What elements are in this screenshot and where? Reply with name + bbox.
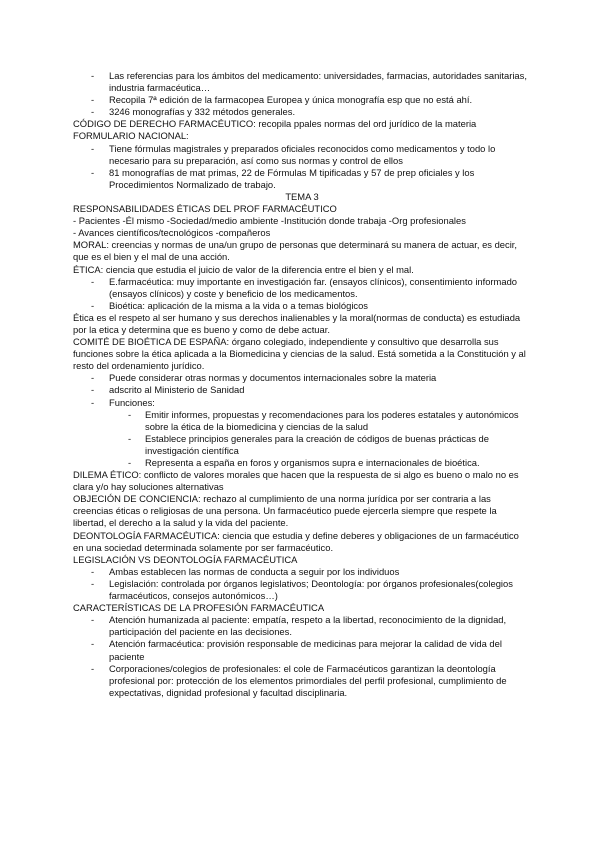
bullet-dash: -	[91, 565, 95, 577]
paragraph: DEONTOLOGÍA FARMACÉUTICA: ciencia que estudia y define deberes y obligaciones de un farmacéutico en una sociedad determinada solamente por ser farmacéutico.	[73, 529, 519, 553]
bullet-item	[73, 638, 531, 662]
bullet-dash: -	[91, 662, 95, 674]
bullet-item	[73, 70, 531, 94]
bullet-item	[73, 372, 531, 384]
paragraph: FORMULARIO NACIONAL:	[73, 130, 189, 142]
paragraph: ÉTICA: ciencia que estudia el juicio de valor de la diferencia entre el bien y el mal.	[73, 263, 414, 275]
bullet-text: adscrito al Ministerio de Sanidad	[109, 384, 245, 396]
bullet-text: 81 monografías de mat primas, 22 de Fórmulas M tipificadas y 57 de prep oficiales y los Procedimientos Normalizado de trabajo.	[109, 166, 475, 190]
paragraph: Ética es el respeto al ser humano y sus derechos inalienables y la moral(normas de conducta) es estudiada por la etica y determina que es bueno y como de debe actuar.	[73, 311, 521, 335]
bullet-dash: -	[91, 396, 95, 408]
bullet-dash: -	[91, 275, 95, 287]
bullet-dash: -	[91, 106, 95, 118]
bullet-item	[73, 167, 531, 191]
bullet-text: Las referencias para los ámbitos del medicamento: universidades, farmacias, autoridades sanitarias, industria farmacéutica…	[109, 70, 527, 94]
bullet-text: Establece principios generales para la creación de códigos de buenas prácticas de investigación científica	[145, 432, 489, 456]
bullet-text: Puede considerar otras normas y documentos internacionales sobre la materia	[109, 372, 437, 384]
bullet-dash: -	[91, 142, 95, 154]
bullet-text: Legislación: controlada por órganos legislativos; Deontología: por órganos profesionales(colegios farmacéuticos, consejos autonómicos…)	[109, 577, 513, 602]
bullet-dash: -	[128, 432, 132, 444]
bullet-dash: -	[91, 372, 95, 384]
bullet-text: Atención humanizada al paciente: empatía, respeto a la libertad, reconocimiento de la dignidad, participación del paciente en las decisiones.	[109, 614, 507, 638]
bullet-text: Funciones:	[109, 396, 155, 408]
paragraph: LEGISLACIÓN VS DEONTOLOGÍA FARMACÉUTICA	[73, 553, 298, 565]
bullet-text: Tiene fórmulas magistrales y preparados oficiales reconocidos como medicamentos y todo lo necesario para su preparación, así como sus normas y control de ellos	[109, 142, 496, 166]
bullet-item	[73, 143, 531, 167]
bullet-item	[73, 614, 531, 638]
paragraph: OBJECIÓN DE CONCIENCIA: rechazo al cumplimiento de una norma jurídica por ser contraria a las creencias éticas o religiosas de una persona. Un farmacéutico puede ejercerla siempre que respete la libertad, el derecho a la salud y la vida del paciente.	[73, 493, 497, 529]
paragraph: CARACTERÍSTICAS DE LA PROFESIÓN FARMACÉUTICA	[73, 602, 325, 614]
sub-bullet-item	[73, 433, 531, 457]
bullet-text: E.farmacéutica: muy importante en investigación far. (ensayos clínicos), consentimiento informado (ensayos clínicos) y coste y beneficio de los medicamentos.	[109, 275, 518, 299]
bullet-item	[73, 566, 531, 578]
bullet-text: Bioética: aplicación de la misma a la vida o a temas biológicos	[109, 299, 368, 311]
bullet-text: Corporaciones/colegios de profesionales: el cole de Farmacéuticos garantizan la deontología profesional por: protección de los elementos primordiales del perfil profesional, cumplimiento de expectativas, dignidad profesional y facultad disciplinaria.	[109, 662, 507, 698]
bullet-item	[73, 578, 531, 602]
paragraph: DILEMA ÉTICO: conflicto de valores morales que hacen que la respuesta de si algo es bueno o malo no es clara y/o hay soluciones alternativas	[73, 469, 519, 493]
sub-bullet-item	[73, 409, 531, 433]
bullet-text: Recopila 7ª edición de la farmacopea Europea y única monografía esp que no está ahí.	[109, 94, 473, 106]
sub-bullet-item	[73, 457, 531, 469]
bullet-text: Representa a españa en foros y organismos supra e internacionales de bioética.	[145, 457, 480, 468]
bullet-dash: -	[91, 299, 95, 311]
bullet-item	[73, 300, 531, 312]
section-heading: TEMA 3	[285, 190, 319, 202]
bullet-dash: -	[91, 94, 95, 106]
bullet-dash: -	[91, 638, 95, 650]
bullet-dash: -	[91, 70, 95, 81]
bullet-dash: -	[91, 166, 95, 178]
bullet-item	[73, 397, 531, 409]
bullet-text: Atención farmacéutica: provisión responsable de medicinas para mejorar la calidad de vida del paciente	[109, 638, 502, 662]
document-page	[73, 70, 531, 699]
bullet-text: Emitir informes, propuestas y recomendaciones para los poderes estatales y autonómicos sobre la ética de la biomedicina y ciencias de la salud	[145, 408, 519, 432]
bullet-dash: -	[128, 408, 132, 420]
bullet-text: 3246 monografías y 332 métodos generales.	[109, 106, 296, 118]
bullet-item	[73, 384, 531, 396]
bullet-dash: -	[91, 577, 95, 589]
paragraph: - Pacientes -Él mismo -Sociedad/medio ambiente -Institución donde trabaja -Org profesionales	[73, 215, 466, 227]
paragraph: - Avances científicos/tecnológicos -compañeros	[73, 227, 271, 239]
bullet-item	[73, 106, 531, 118]
bullet-item	[73, 663, 531, 699]
paragraph: MORAL: creencias y normas de una/un grupo de personas que determinará su manera de actuar, es decir, que es el bien y el mal de una acción.	[73, 239, 517, 263]
bullet-item	[73, 94, 531, 106]
bullet-dash: -	[128, 457, 132, 468]
paragraph: CÓDIGO DE DERECHO FARMACÉUTICO: recopila ppales normas del ord jurídico de la materia	[73, 118, 477, 130]
bullet-dash: -	[91, 384, 95, 396]
bullet-item	[73, 276, 531, 300]
paragraph: COMITÉ DE BIOÉTICA DE ESPAÑA: órgano colegiado, independiente y consultivo que desarrolla sus funciones sobre la ética aplicada a la Biomedicina y ciencias de la salud. Está sometida a la Constitución y al resto del ordenamiento jurídico.	[73, 336, 526, 372]
paragraph: RESPONSABILIDADES ÉTICAS DEL PROF FARMACÉUTICO	[73, 203, 337, 215]
bullet-text: Ambas establecen las normas de conducta a seguir por los individuos	[109, 565, 400, 577]
bullet-dash: -	[91, 614, 95, 626]
